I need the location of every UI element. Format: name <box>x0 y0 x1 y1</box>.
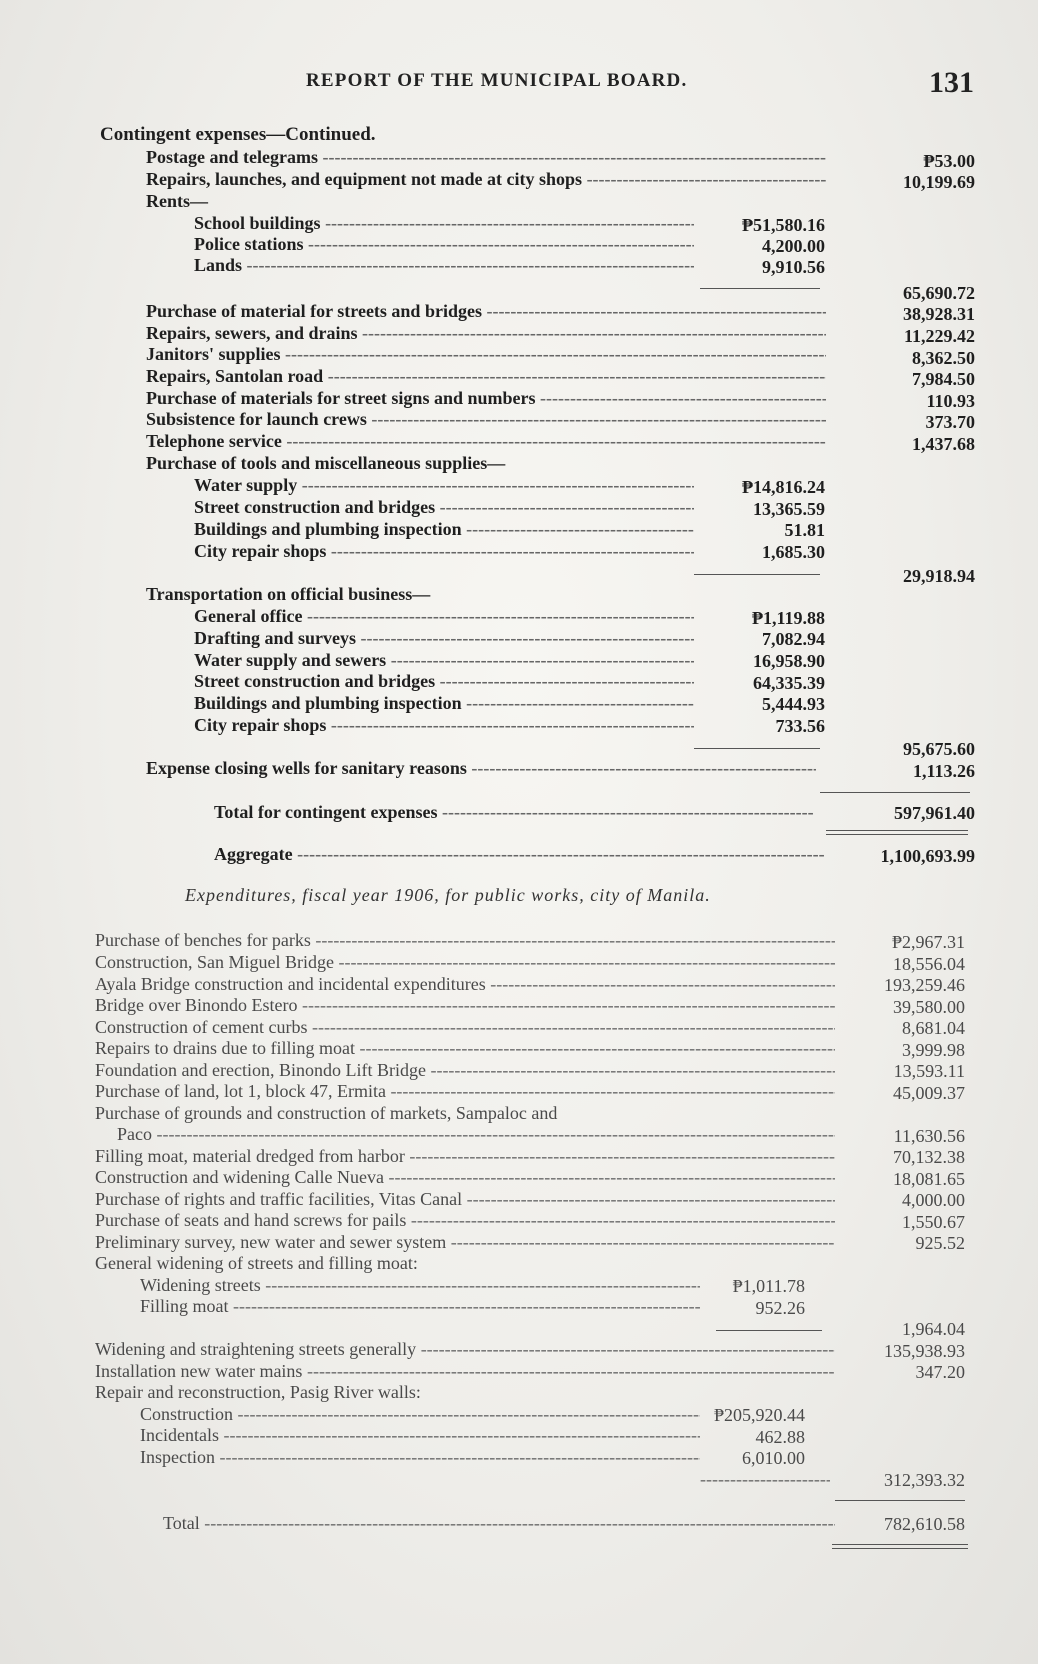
total-double-rule <box>826 830 968 835</box>
list-item: Widening and straightening streets generally ----- <box>95 1338 835 1360</box>
subtotal-rule <box>716 1330 822 1331</box>
amount: 373.70 <box>925 412 975 432</box>
subtotal-amount: 312,393.32 <box>884 1470 965 1490</box>
list-item: Ayala Bridge construction and incidental expenditures ----- <box>95 973 835 995</box>
list-item: Construction ----- <box>140 1403 700 1425</box>
list-item <box>700 1468 830 1490</box>
amount: ₱1,119.88 <box>751 608 825 628</box>
subtotal-amount: 95,675.60 <box>903 739 975 759</box>
subtotal-rule <box>694 748 820 749</box>
amount: 462.88 <box>755 1427 805 1447</box>
list-item: Bridge over Binondo Estero ----- <box>95 994 835 1016</box>
section-heading-public-works: Expenditures, fiscal year 1906, for public works, city of Manila. <box>185 885 711 905</box>
total-amount: 782,610.58 <box>884 1514 965 1534</box>
list-item: School buildings ----- <box>194 212 694 234</box>
list-item: Inspection ----- <box>140 1446 700 1468</box>
total-row: Total ----- <box>163 1512 835 1534</box>
amount: 10,199.69 <box>903 172 975 192</box>
amount: 1,437.68 <box>912 434 975 454</box>
subtotal-amount: 1,964.04 <box>902 1319 965 1339</box>
subtotal-rule <box>694 574 820 575</box>
list-item: Buildings and plumbing inspection ----- <box>194 692 694 714</box>
list-item: Street construction and bridges ----- <box>194 496 694 518</box>
amount: ₱2,967.31 <box>891 932 965 952</box>
group-label-transport: Transportation on official business— <box>146 584 431 604</box>
list-item: Repairs, launches, and equipment not made at city shops ----- <box>146 168 826 190</box>
amount: 733.56 <box>775 716 825 736</box>
aggregate-amount: 1,100,693.99 <box>880 846 975 866</box>
list-item: Purchase of benches for parks ----- <box>95 929 835 951</box>
list-item: Installation new water mains ----- <box>95 1360 835 1382</box>
amount: 11,229.42 <box>903 326 975 346</box>
amount: 39,580.00 <box>893 997 965 1017</box>
amount: ₱14,816.24 <box>742 477 825 497</box>
total-rule <box>835 1500 965 1501</box>
list-item: Widening streets ----- <box>140 1274 700 1296</box>
list-item: Preliminary survey, new water and sewer system ----- <box>95 1231 835 1253</box>
amount: ₱205,920.44 <box>713 1405 805 1425</box>
amount: 70,132.38 <box>893 1147 965 1167</box>
amount: 4,200.00 <box>762 236 825 256</box>
total-double-rule <box>832 1544 968 1549</box>
list-item: Lands ----- <box>194 254 694 276</box>
list-item: Repairs, Santolan road ----- <box>146 365 826 387</box>
list-item: Subsistence for launch crews ----- <box>146 408 826 430</box>
list-item: Repairs, sewers, and drains ----- <box>146 322 826 344</box>
list-item: General office ----- <box>194 605 694 627</box>
list-item: Paco ----- <box>117 1123 835 1145</box>
list-item: Purchase of material for streets and bridges ----- <box>146 300 826 322</box>
amount: 8,681.04 <box>902 1018 965 1038</box>
total-rule <box>820 792 970 793</box>
list-item: Construction and widening Calle Nueva ----- <box>95 1166 835 1188</box>
subtotal-amount: 65,690.72 <box>903 283 975 303</box>
amount: 9,910.56 <box>762 257 825 277</box>
list-item: Filling moat, material dredged from harbor ----- <box>95 1145 835 1167</box>
list-item: Filling moat ----- <box>140 1295 700 1317</box>
amount: ₱51,580.16 <box>742 215 825 235</box>
amount: 64,335.39 <box>753 673 825 693</box>
group-label-pasig: Repair and reconstruction, Pasig River walls: <box>95 1382 421 1402</box>
list-item: Purchase of materials for street signs and numbers ----- <box>146 387 826 409</box>
amount: 13,593.11 <box>893 1061 965 1081</box>
group-label-widening: General widening of streets and filling moat: <box>95 1253 418 1273</box>
amount: 51.81 <box>784 520 825 540</box>
amount: 6,010.00 <box>742 1448 805 1468</box>
list-item: Street construction and bridges ----- <box>194 670 694 692</box>
amount: 38,928.31 <box>903 304 975 324</box>
list-item: Expense closing wells for sanitary reasons ----- <box>146 757 816 779</box>
list-item: Buildings and plumbing inspection ----- <box>194 518 694 540</box>
amount: 135,938.93 <box>884 1341 965 1361</box>
list-item: Purchase of rights and traffic facilities, Vitas Canal ----- <box>95 1188 835 1210</box>
list-item: Telephone service ----- <box>146 430 826 452</box>
section-heading-contingent: Contingent expenses—Continued. <box>100 124 376 145</box>
amount: 952.26 <box>755 1298 805 1318</box>
amount: 45,009.37 <box>893 1083 965 1103</box>
list-item: Construction of cement curbs ----- <box>95 1016 835 1038</box>
list-item: Water supply ----- <box>194 474 694 496</box>
group-label-tools: Purchase of tools and miscellaneous supplies— <box>146 453 506 473</box>
amount: 18,556.04 <box>893 954 965 974</box>
amount: 16,958.90 <box>753 651 825 671</box>
subtotal-amount: 29,918.94 <box>903 566 975 586</box>
amount: 110.93 <box>926 391 975 411</box>
list-item: Incidentals ----- <box>140 1424 700 1446</box>
amount: 13,365.59 <box>753 499 825 519</box>
list-item: Postage and telegrams ----- <box>146 146 826 168</box>
amount: 1,113.26 <box>912 761 975 781</box>
group-label-rents: Rents— <box>146 191 208 211</box>
total-amount: 597,961.40 <box>894 803 975 823</box>
amount: 4,000.00 <box>902 1190 965 1210</box>
amount: 11,630.56 <box>893 1126 965 1146</box>
amount: 5,444.93 <box>762 694 825 714</box>
amount: 193,259.46 <box>884 975 965 995</box>
amount: 925.52 <box>915 1233 965 1253</box>
list-item: Construction, San Miguel Bridge ----- <box>95 951 835 973</box>
amount: ₱53.00 <box>923 151 975 171</box>
list-item: Drafting and surveys ----- <box>194 627 694 649</box>
subtotal-rule <box>700 288 820 289</box>
aggregate-row: Aggregate ----- <box>214 843 824 865</box>
list-item: Purchase of grounds and construction of markets, Sampaloc and <box>95 1103 558 1123</box>
amount: 7,984.50 <box>912 369 975 389</box>
page-number: 131 <box>929 66 974 99</box>
amount: ₱1,011.78 <box>732 1276 805 1296</box>
list-item: Purchase of seats and hand screws for pails ----- <box>95 1209 835 1231</box>
list-item: Police stations ----- <box>194 233 694 255</box>
list-item: Water supply and sewers ----- <box>194 649 694 671</box>
total-row: Total for contingent expenses ----- <box>214 801 814 823</box>
amount: 3,999.98 <box>902 1040 965 1060</box>
list-item: City repair shops ----- <box>194 714 694 736</box>
amount: 1,550.67 <box>902 1212 965 1232</box>
list-item: Repairs to drains due to filling moat ----- <box>95 1037 835 1059</box>
amount: 18,081.65 <box>893 1169 965 1189</box>
list-item: Foundation and erection, Binondo Lift Bridge ----- <box>95 1059 835 1081</box>
list-item: Janitors' supplies ----- <box>146 343 826 365</box>
page-header-title: REPORT OF THE MUNICIPAL BOARD. <box>306 70 688 91</box>
amount: 7,082.94 <box>762 629 825 649</box>
amount: 347.20 <box>915 1362 965 1382</box>
amount: 1,685.30 <box>762 542 825 562</box>
amount: 8,362.50 <box>912 348 975 368</box>
list-item: City repair shops ----- <box>194 540 694 562</box>
list-item: Purchase of land, lot 1, block 47, Ermita ----- <box>95 1080 835 1102</box>
